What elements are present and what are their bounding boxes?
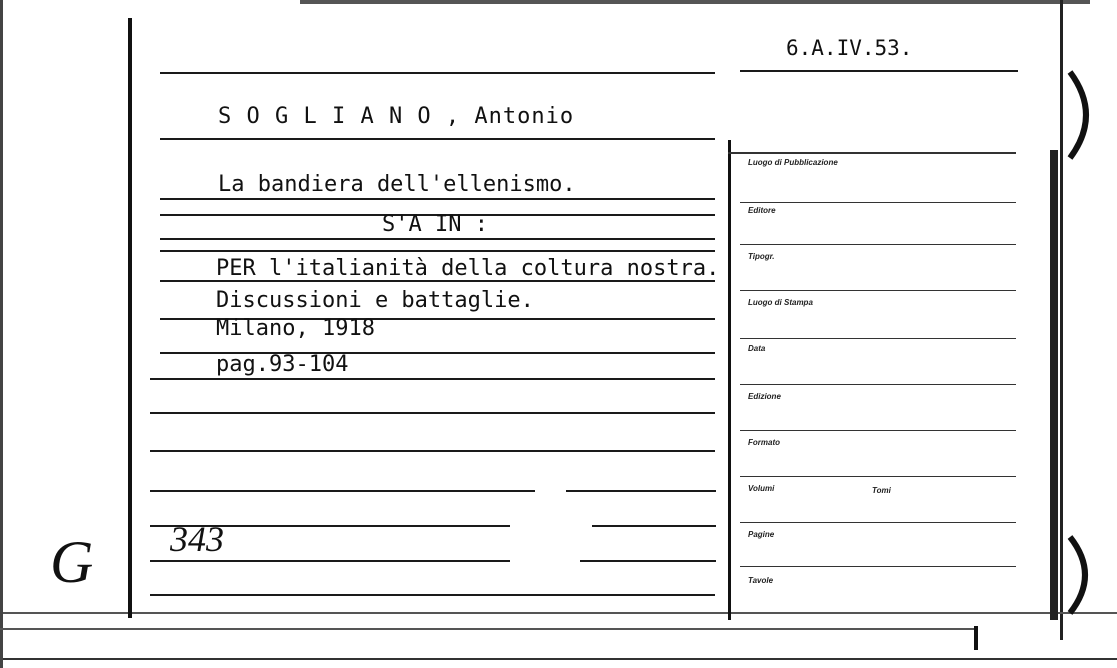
form-rule-5	[740, 384, 1016, 385]
field-luogo-pubblicazione: Luogo di Pubblicazione	[748, 158, 838, 167]
rule-2	[160, 138, 715, 140]
form-panel-left-border	[728, 140, 731, 620]
rule-11	[150, 412, 715, 414]
rule-12	[150, 450, 715, 452]
rule-16	[150, 594, 715, 596]
rule-6	[160, 250, 715, 252]
card-right-edge	[1060, 0, 1063, 640]
rule-1	[160, 72, 715, 74]
bottom-frame-line	[0, 628, 976, 630]
rule-15b	[580, 560, 716, 562]
rule-15a	[150, 560, 510, 562]
scan-bottom-line	[0, 658, 1117, 660]
binding-ring-lower	[1066, 535, 1106, 615]
field-formato: Formato	[748, 438, 780, 447]
margin-line	[128, 18, 132, 618]
author-line: S O G L I A N O , Antonio	[218, 104, 575, 129]
form-panel-top	[728, 152, 1016, 154]
field-tipogr: Tipogr.	[748, 252, 775, 261]
form-rule-4	[740, 338, 1016, 339]
shelfmark-rule	[740, 70, 1018, 72]
form-rule-6	[740, 430, 1016, 431]
form-rule-2	[740, 244, 1016, 245]
form-rule-1	[740, 202, 1016, 203]
form-rule-8	[740, 522, 1016, 523]
handwritten-number: 343	[170, 519, 224, 559]
binding-strip	[1050, 150, 1058, 620]
sta-in-line: S'A IN :	[382, 212, 488, 237]
left-scan-edge	[0, 0, 3, 668]
host-title-line-1: PER l'italianità della coltura nostra.	[216, 256, 720, 281]
host-title-line-2: Discussioni e battaglie.	[216, 288, 534, 313]
form-rule-7	[740, 476, 1016, 477]
card-top-edge	[300, 0, 1090, 4]
rule-5	[160, 238, 715, 240]
rule-13b	[566, 490, 716, 492]
form-rule-3	[740, 290, 1016, 291]
field-edizione: Edizione	[748, 392, 781, 401]
rule-14b	[592, 525, 716, 527]
title-line: La bandiera dell'ellenismo.	[218, 172, 576, 197]
rule-13a	[150, 490, 535, 492]
bottom-frame-tick	[974, 626, 978, 650]
field-pagine: Pagine	[748, 530, 775, 539]
binding-ring-upper	[1066, 70, 1106, 160]
shelfmark: 6.A.IV.53.	[786, 36, 913, 60]
card-bottom-edge	[0, 612, 1117, 614]
place-year-line: Milano, 1918	[216, 316, 375, 341]
pages-line: pag.93-104	[216, 352, 349, 377]
field-volumi: Volumi	[748, 484, 775, 493]
field-editore: Editore	[748, 206, 776, 215]
field-tomi: Tomi	[872, 486, 891, 495]
field-data: Data	[748, 344, 766, 353]
rule-3	[160, 198, 715, 200]
field-tavole: Tavole	[748, 576, 774, 585]
handwritten-letter: G	[50, 529, 94, 595]
form-rule-9	[740, 566, 1016, 567]
rule-10	[150, 378, 715, 380]
field-luogo-stampa: Luogo di Stampa	[748, 298, 813, 307]
